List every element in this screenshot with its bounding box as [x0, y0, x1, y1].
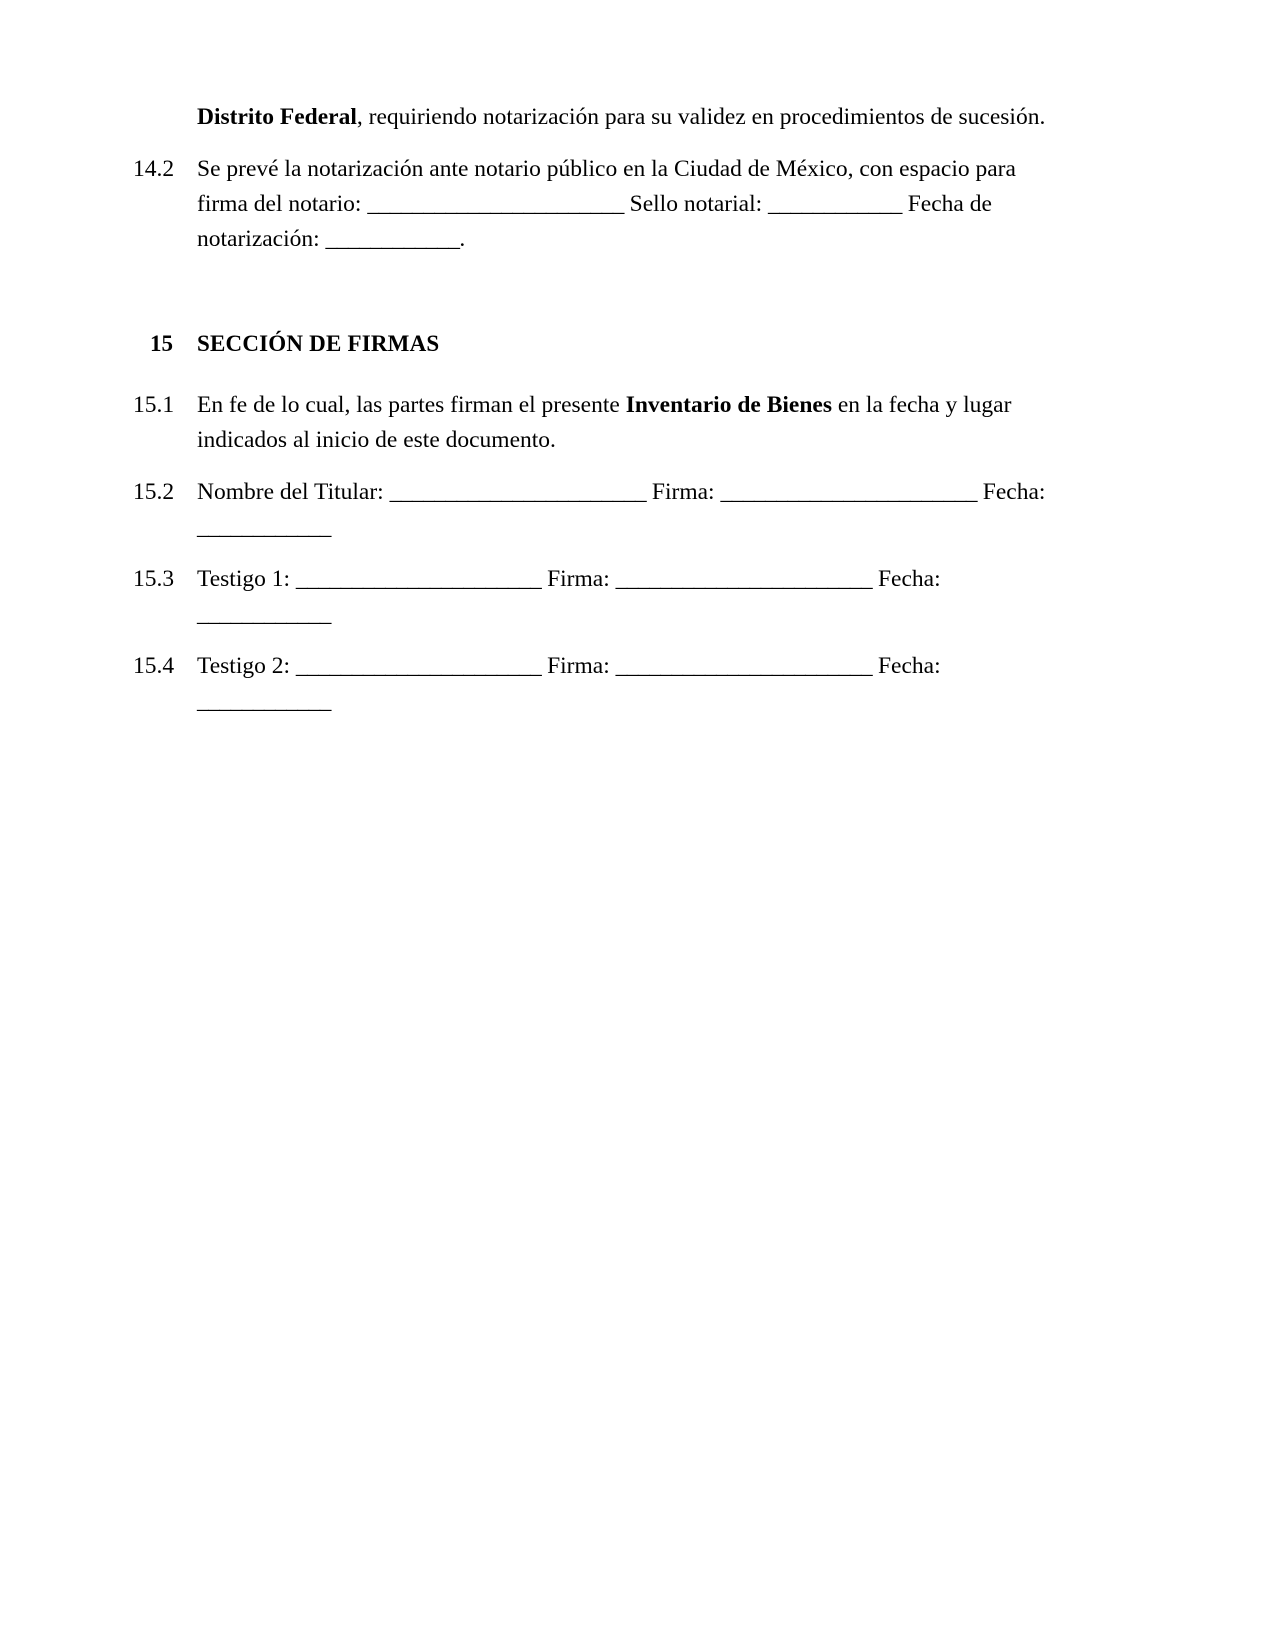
clause-15-2-label-fecha: Fecha:	[976, 479, 1046, 505]
clause-15-1-text-1: En fe de lo cual, las partes firman el presente	[197, 392, 626, 418]
clause-15-2-blank-firma[interactable]: _______________________	[720, 479, 977, 505]
section-heading-title: SECCIÓN DE FIRMAS	[197, 331, 440, 356]
clause-15-3-label-firma: Firma:	[541, 566, 616, 592]
clause-15-4-blank-fecha[interactable]: ____________	[197, 688, 331, 714]
clause-15-2	[133, 475, 1063, 545]
clause-15-2-label-firma: Firma:	[646, 479, 721, 505]
clause-14-2-text-3: Fecha de notarización:	[197, 191, 992, 252]
clause-14-2-text-4: .	[459, 226, 466, 252]
clause-15-3-label: Testigo 1:	[197, 566, 296, 592]
clause-15-4-body	[197, 649, 1063, 719]
clause-15-3-blank-fecha[interactable]: ____________	[197, 601, 331, 627]
clause-15-2-body	[197, 475, 1063, 545]
clause-15-4	[133, 649, 1063, 719]
clause-15-4-label: Testigo 2:	[197, 653, 296, 679]
clause-15-3	[133, 562, 1063, 632]
clause-15-4-label-fecha: Fecha:	[872, 653, 941, 679]
clause-14-2-number: 14.2	[133, 156, 175, 182]
clause-15-4-label-firma: Firma:	[541, 653, 616, 679]
document-content	[133, 100, 1063, 736]
clause-14-2	[133, 152, 1063, 257]
section-heading-number: 15	[150, 331, 173, 356]
section-heading-15	[133, 327, 1063, 360]
clause-14-2-blank-notario[interactable]: _______________________	[367, 191, 624, 217]
clause-15-2-blank-fecha[interactable]: ____________	[197, 514, 331, 540]
continuation-paragraph	[197, 100, 1063, 135]
clause-14-2-blank-fecha[interactable]: ____________	[325, 226, 460, 252]
clause-15-1-body	[197, 388, 1063, 458]
clause-14-2-text-1: Se prevé la notarización ante notario público en la Ciudad de México, con espacio para firma del notario:	[197, 156, 1016, 217]
clause-15-1-number: 15.1	[133, 392, 175, 418]
clause-15-1-bold-term: Inventario de Bienes	[625, 392, 832, 418]
clause-15-1	[133, 388, 1063, 458]
clause-15-3-blank-firma[interactable]: _______________________	[615, 566, 873, 592]
clause-15-3-blank-testigo[interactable]: ______________________	[295, 566, 542, 592]
clause-15-4-blank-firma[interactable]: _______________________	[615, 653, 873, 679]
clause-15-3-number: 15.3	[133, 566, 175, 592]
clause-15-2-blank-nombre[interactable]: _______________________	[389, 479, 647, 505]
clause-14-2-text-2: Sello notarial:	[623, 191, 769, 217]
clause-14-2-body	[197, 152, 1063, 257]
clause-15-2-label: Nombre del Titular:	[197, 479, 390, 505]
clause-15-3-body	[197, 562, 1063, 632]
clause-14-2-blank-sello[interactable]: ____________	[768, 191, 902, 217]
clause-15-1-text-2: en la fecha y lugar indicados al inicio de este documento.	[197, 392, 1012, 453]
continuation-bold-lead: Distrito Federal	[197, 104, 357, 130]
clause-15-2-number: 15.2	[133, 479, 175, 505]
clause-15-4-number: 15.4	[133, 653, 175, 679]
clause-15-4-blank-testigo[interactable]: ______________________	[295, 653, 542, 679]
clause-15-3-label-fecha: Fecha:	[872, 566, 941, 592]
continuation-rest: , requiriendo notarización para su validez en procedimientos de sucesión.	[356, 104, 1046, 130]
